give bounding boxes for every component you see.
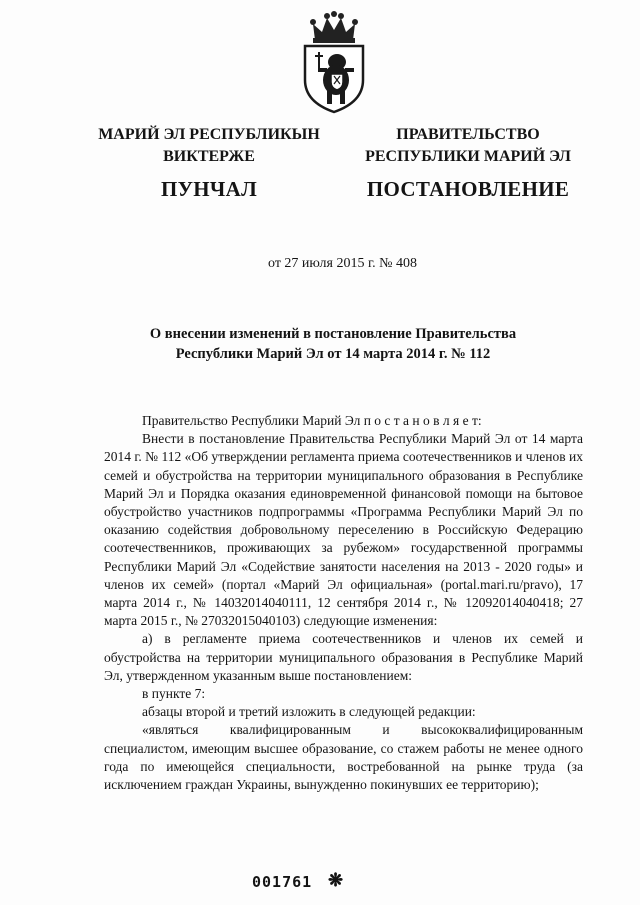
header-left [84, 124, 334, 202]
paragraph-preamble: Правительство Республики Марий Эл п о с т а н о в л я е т: [142, 413, 482, 428]
title-line-2: Республики Марий Эл от 14 марта 2014 г. № 112 [175, 346, 491, 362]
paragraph-instruction: абзацы второй и третий изложить в следующей редакции: [142, 704, 476, 720]
header-right-doc-type: ПОСТАНОВЛЕНИЕ [366, 177, 570, 201]
header-left-doc-type: ПУНЧАЛ [160, 177, 258, 201]
header-right-line2: РЕСПУБЛИКИ МАРИЙ ЭЛ [365, 148, 571, 165]
header-right [352, 124, 584, 202]
title-line-1: О внесении изменений в постановление Правительства [149, 326, 517, 342]
document-title [120, 324, 546, 364]
paragraph-clause-7: в пункте 7: [142, 686, 206, 702]
header-left-line2: ВИКТЕРЖЕ [163, 148, 255, 165]
coat-of-arms-icon [293, 10, 375, 114]
paragraph-item-a: а) в регламенте приема соотечественников и членов их семей и обустройства на территории муниципального образования в Республике Марий Эл, утвержденном указанным выше постановлением: [104, 631, 583, 683]
document-body [104, 412, 583, 794]
header-left-line1: МАРИЙ ЭЛ РЕСПУБЛИКЫН [98, 126, 320, 143]
footer-mark-icon: ❋ [328, 870, 344, 890]
form-serial-number: 001761 [252, 873, 313, 891]
header-right-line1: ПРАВИТЕЛЬСТВО [396, 126, 540, 143]
paragraph-quoted-text: «являться квалифицированным и высококвалифицированным специалистом, имеющим высшее образование, со стажем работы не менее одного года по имеющейся специальности, востребованной на рынке труда (за исключением граждан Украины, вынужденно покинувших ее территорию); [104, 722, 583, 793]
document-date-number: от 27 июля 2015 г. № 408 [268, 256, 417, 271]
paragraph-main: Внести в постановление Правительства Республики Марий Эл от 14 марта 2014 г. № 112 «Об утверждении регламента приема соотечественников и членов их семей и обустройства на территории муниципального образования в Республике Марий Эл и Порядка оказания единовременной финансовой помощи на бытовое обустройство участников подпрограммы «Программа Республики Марий Эл по оказанию содействия добровольному переселению в Российскую Федерацию соотечественников, проживающих за рубежом» государственной программы Республики Марий Эл «Содействие занятости населения на 2013 - 2020 годы» и членов их семей» (портал «Марий Эл официальная» (portal.mari.ru/pravo), 17 марта 2014 г., № 14032014040111, 12 сентября 2014 г., № 12092014040418; 27 марта 2015 г., № 27032015040103) следующие изменения: [104, 431, 583, 629]
